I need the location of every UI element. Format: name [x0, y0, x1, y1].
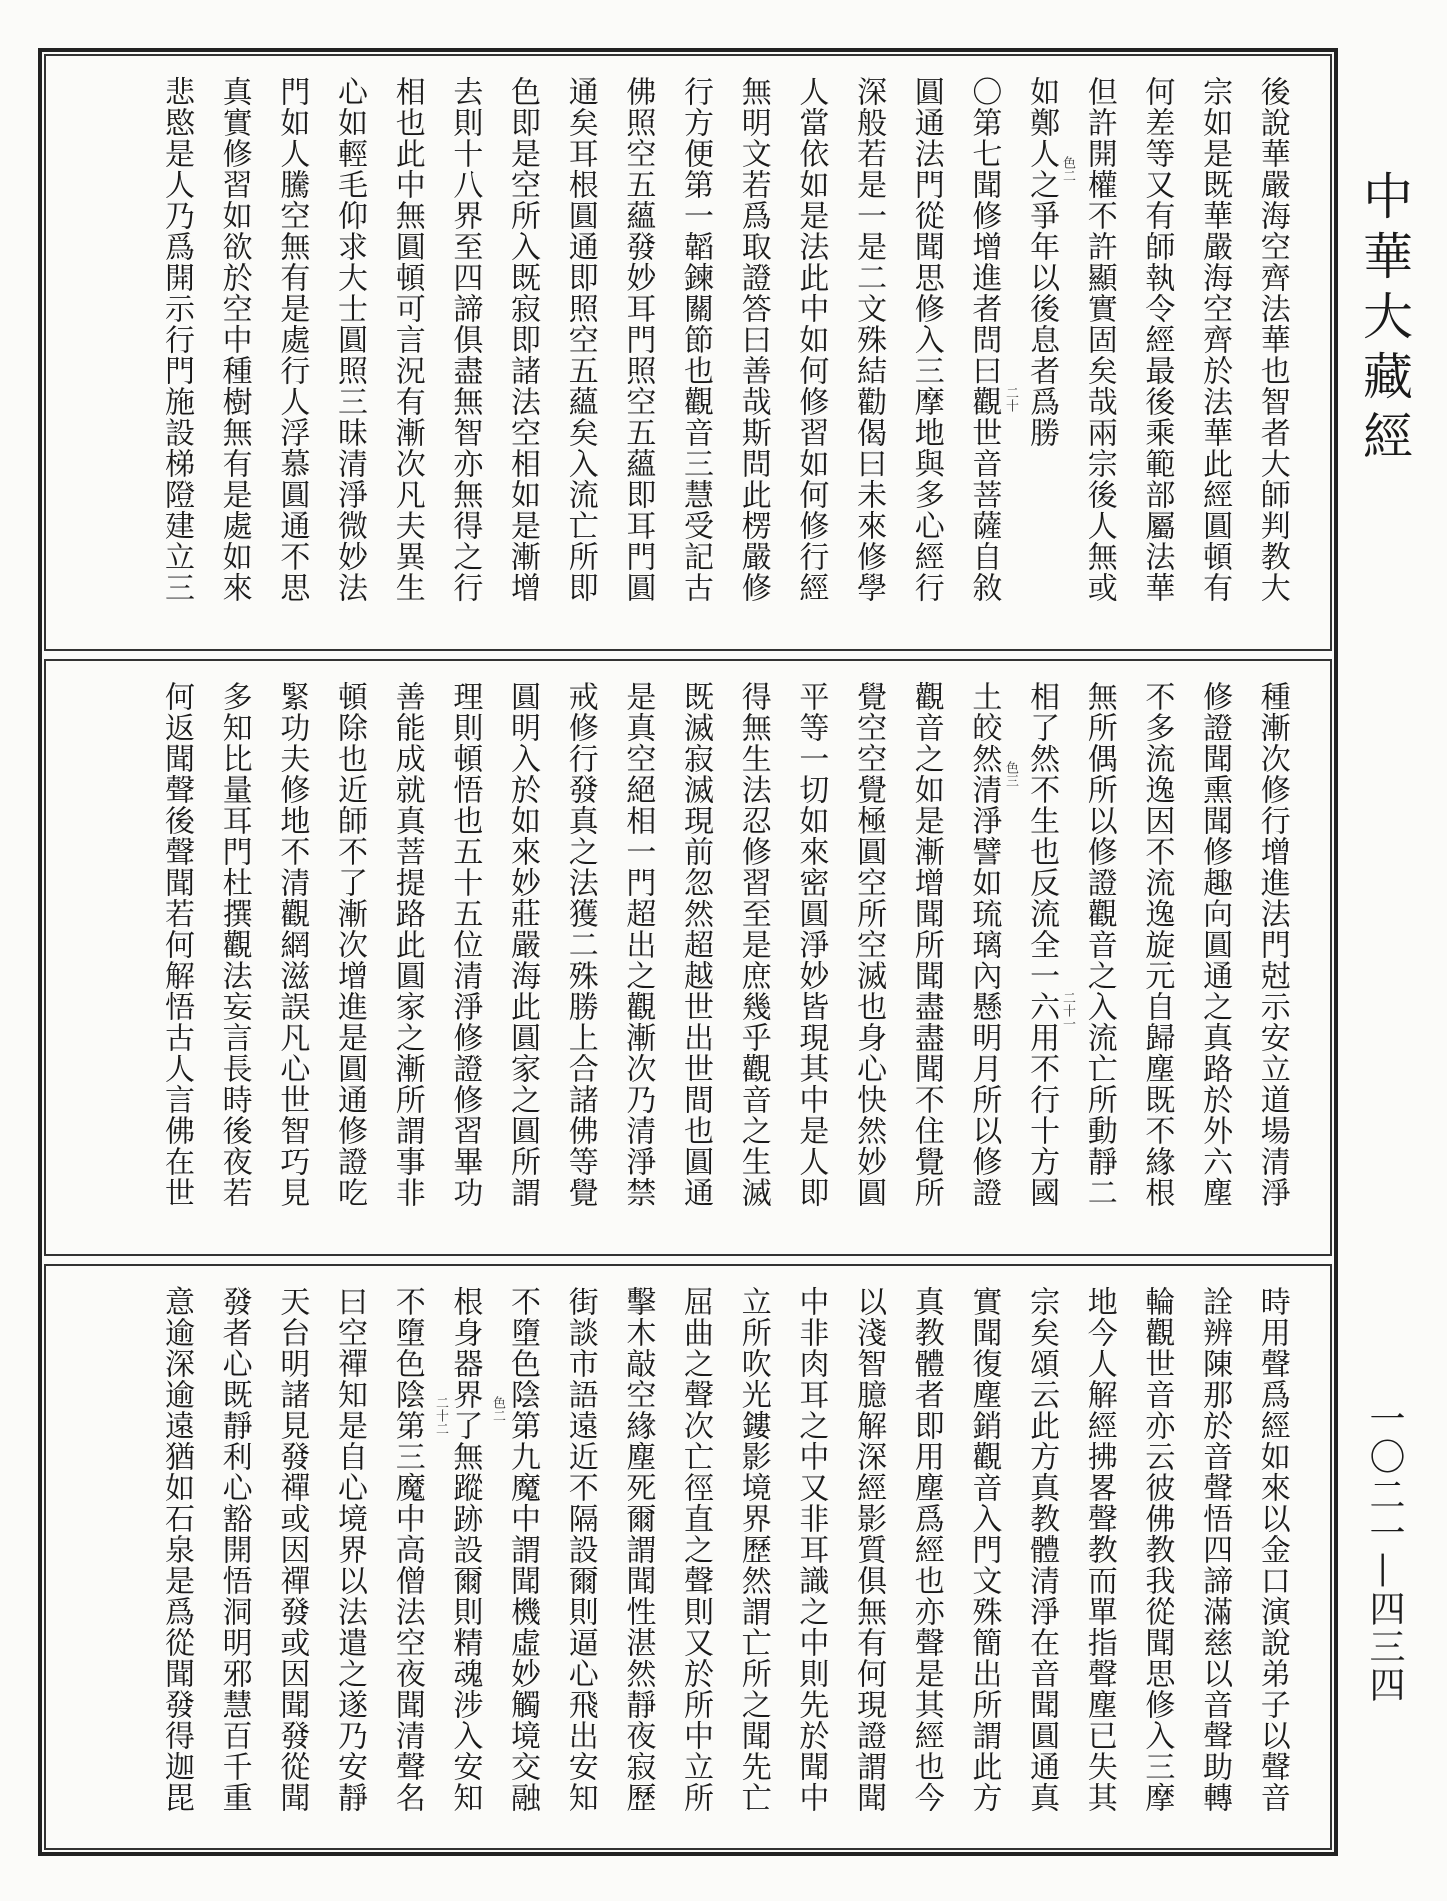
- text-column: 屈曲之聲次亡徑直之聲則又於所中立所: [678, 1286, 714, 1813]
- text-column: 〇第七聞修增進者問曰觀世音菩薩自敘: [966, 76, 1002, 603]
- text-column: 佛照空五蘊發妙耳門照空五蘊即耳門圓: [620, 76, 656, 603]
- section-marker: 二十一: [1060, 991, 1075, 1030]
- section-marker: 二十: [1003, 386, 1018, 412]
- text-column: 得無生法忍修習至是庶幾乎觀音之生滅: [735, 681, 771, 1208]
- text-column: 平等一切如來密圓淨妙皆現其中是人即: [793, 681, 829, 1208]
- page-number: 一〇二一—四三四: [1364, 1400, 1405, 1704]
- text-column: 覺空空覺極圓空所空滅也身心快然妙圓: [851, 681, 887, 1208]
- text-column: 實聞復塵銷觀音入門文殊簡出所謂此方: [966, 1286, 1002, 1813]
- text-panel-2: [44, 659, 1332, 1256]
- text-column: 頓除也近師不了漸次增進是圓通修證吃: [332, 681, 368, 1208]
- column-group-3: [156, 1286, 1292, 1834]
- text-panel-1: [44, 54, 1332, 651]
- column-group-2: [156, 681, 1292, 1240]
- text-column: 根身器界了無蹤跡設爾則精魂涉入安知: [447, 1286, 483, 1813]
- text-column: 中非肉耳之中又非耳識之中則先於聞中: [793, 1286, 829, 1813]
- text-column: 以淺智臆解深經影質俱無有何現證謂聞: [851, 1286, 887, 1813]
- text-column: 時用聲爲經如來以金口演說弟子以聲音: [1254, 1286, 1290, 1813]
- text-column: 是真空絕相一門超出之觀漸次乃清淨禁: [620, 681, 656, 1208]
- text-column: 色即是空所入既寂即諸法空相如是漸增: [505, 76, 541, 603]
- text-column: 宗如是既華嚴海空齊於法華此經圓頓有: [1197, 76, 1233, 603]
- section-marker: 色三: [1003, 761, 1018, 787]
- text-column: 立所吹光鏤影境界歷然謂亡所之聞先亡: [735, 1286, 771, 1813]
- text-column: 去則十八界至四諦俱盡無智亦無得之行: [447, 76, 483, 603]
- text-column: 門如人騰空無有是處行人浮慕圓通不思: [274, 76, 310, 603]
- text-panel-3: [44, 1264, 1332, 1850]
- text-column: 土皎然清淨譬如琉璃內懸明月所以修證: [966, 681, 1002, 1208]
- text-column: 但許開權不許顯實固矣哉兩宗後人無或: [1081, 76, 1117, 603]
- text-column: 真教體者即用塵爲經也亦聲是其經也今: [908, 1286, 944, 1813]
- collection-title: 中華大藏經: [1355, 170, 1413, 470]
- text-column: 觀音之如是漸增聞所聞盡盡聞不住覺所: [908, 681, 944, 1208]
- column-group-1: [156, 76, 1292, 635]
- text-column: 圓明入於如來妙莊嚴海此圓家之圓所謂: [505, 681, 541, 1208]
- text-column: 天台明諸見發禪或因禪發或因聞發從聞: [274, 1286, 310, 1813]
- text-column: 種漸次修行增進法門尅示安立道場清淨: [1254, 681, 1290, 1208]
- text-column: 無明文若爲取證答曰善哉斯問此楞嚴修: [735, 76, 771, 603]
- text-column: 後說華嚴海空齊法華也智者大師判教大: [1254, 76, 1290, 603]
- section-marker: 色二: [490, 1396, 505, 1422]
- text-column: 人當依如是法此中如何修習如何修行經: [793, 76, 829, 603]
- text-column: 曰空禪知是自心境界以法遣之遂乃安靜: [332, 1286, 368, 1813]
- text-column: 心如輕毛仰求大士圓照三昧清淨微妙法: [332, 76, 368, 603]
- text-column: 地今人解經拂畧聲教而單指聲塵已失其: [1081, 1286, 1117, 1813]
- text-column: 何返聞聲後聲聞若何解悟古人言佛在世: [159, 681, 194, 1208]
- text-column: 相了然不生也反流全一六用不行十方國: [1024, 681, 1060, 1208]
- section-marker: 二十二: [433, 1396, 448, 1435]
- text-column: 不多流逸因不流逸旋元自歸塵既不緣根: [1139, 681, 1175, 1208]
- text-column: 善能成就真菩提路此圓家之漸所謂事非: [389, 681, 425, 1208]
- text-column: 理則頓悟也五十五位清淨修證修習畢功: [447, 681, 483, 1208]
- text-column: 不墮色陰第三魔中高僧法空夜聞清聲名: [389, 1286, 425, 1813]
- text-column: 悲愍是人乃爲開示行門施設梯隥建立三: [159, 76, 194, 603]
- text-column: 圓通法門從聞思修入三摩地與多心經行: [908, 76, 944, 603]
- text-column: 無所偶所以修證觀音之入流亡所動靜二: [1081, 681, 1117, 1208]
- text-column: 何差等又有師執令經最後乘範部屬法華: [1139, 76, 1175, 603]
- text-column: 詮辨陳那於音聲悟四諦滿慈以音聲助轉: [1197, 1286, 1233, 1813]
- text-column: 街談市語遠近不隔設爾則逼心飛出安知: [562, 1286, 598, 1813]
- text-column: 相也此中無圓頓可言況有漸次凡夫異生: [389, 76, 425, 603]
- text-column: 發者心既靜利心豁開悟洞明邪慧百千重: [216, 1286, 252, 1813]
- text-column: 宗矣頌云此方真教體清淨在音聞圓通真: [1024, 1286, 1060, 1813]
- text-column: 行方便第一韜鍊關節也觀音三慧受記古: [678, 76, 714, 603]
- text-column: 既滅寂滅現前忽然超越世出世間也圓通: [678, 681, 714, 1208]
- text-column: 輪觀世音亦云彼佛教我從聞思修入三摩: [1139, 1286, 1175, 1813]
- text-column: 真實修習如欲於空中種樹無有是處如來: [216, 76, 252, 603]
- text-column: 意逾深逾遠猶如石泉是爲從聞發得迦毘: [159, 1286, 194, 1813]
- text-column: 如鄭人之爭年以後息者爲勝: [1024, 76, 1060, 448]
- text-column: 通矣耳根圓通即照空五蘊矣入流亡所即: [562, 76, 598, 603]
- text-column: 緊功夫修地不清觀網滋誤凡心世智巧見: [274, 681, 310, 1208]
- text-column: 深般若是一是二文殊結勸偈曰未來修學: [851, 76, 887, 603]
- text-column: 戒修行發真之法獲二殊勝上合諸佛等覺: [562, 681, 598, 1208]
- text-column: 不墮色陰第九魔中謂聞機虛妙觸境交融: [505, 1286, 541, 1813]
- text-column: 多知比量耳門杜撰觀法妄言長時後夜若: [216, 681, 252, 1208]
- section-marker: 色二: [1060, 156, 1075, 182]
- text-column: 擊木敲空緣塵死爾謂聞性湛然靜夜寂歷: [620, 1286, 656, 1813]
- text-column: 修證聞熏聞修趣向圓通之真路於外六塵: [1197, 681, 1233, 1208]
